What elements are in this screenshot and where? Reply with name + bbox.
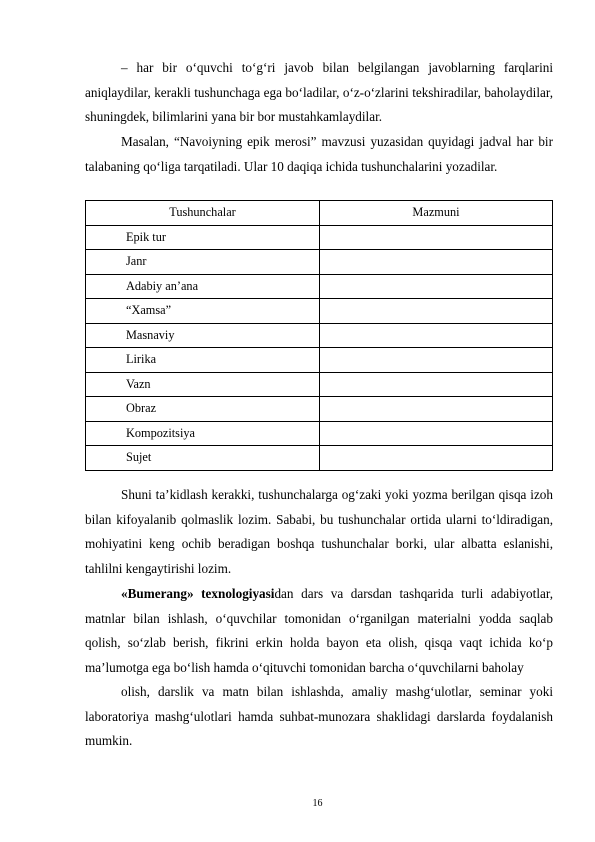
concept-cell: Sujet — [86, 446, 320, 471]
content-cell — [320, 348, 553, 373]
paragraph-bumerang: «Bumerang» texnologiyasidan dars va darsdan tashqarida turli adabiyotlar, matnlar bilan ishlash, o‘quvchilar tomonidan o‘rganilgan materialni yodda saqlab qolish, so‘zlab berish, fikrini erkin holda bayon eta olish, qisqa vaqt ichida ko‘p ma’lumotga ega bo‘lish hamda o‘qituvchi tomonidan barcha o‘quvchilarni baholay — [85, 586, 553, 675]
bumerang-term: «Bumerang» texnologiyasi — [121, 586, 275, 601]
concept-cell: Kompozitsiya — [86, 421, 320, 446]
concept-cell: Adabiy an’ana — [86, 274, 320, 299]
paragraph-usage: olish, darslik va matn bilan ishlashda, amaliy mashg‘ulotlar, seminar yoki laboratoriya mashg‘ulotlari hamda suhbat-munozara shaklidagi darslarda foydalanish mumkin. — [85, 684, 553, 749]
concept-cell: Obraz — [86, 397, 320, 422]
content-cell — [320, 250, 553, 275]
content-cell — [320, 372, 553, 397]
concepts-table — [85, 200, 553, 471]
table-row — [86, 323, 553, 348]
column-header-content: Mazmuni — [320, 201, 553, 226]
concept-cell: “Xamsa” — [86, 299, 320, 324]
table-row — [86, 225, 553, 250]
content-cell — [320, 446, 553, 471]
content-cell — [320, 397, 553, 422]
table-row — [86, 421, 553, 446]
table-row — [86, 299, 553, 324]
concept-cell: Lirika — [86, 348, 320, 373]
paragraph-note: Shuni ta’kidlash kerakki, tushunchalarga og‘zaki yoki yozma berilgan qisqa izoh bilan kifoyalanib qolmaslik lozim. Sababi, bu tushunchalar ortida ularni to‘ldiradigan, mohiyatini keng ochib beradigan boshqa tushunchalar borki, ular albatta eslanishi, tahlilni kengaytirishi lozim. — [85, 487, 553, 576]
content-cell — [320, 225, 553, 250]
content-cell — [320, 323, 553, 348]
table-row — [86, 372, 553, 397]
table-row — [86, 446, 553, 471]
concept-cell: Janr — [86, 250, 320, 275]
concept-cell: Vazn — [86, 372, 320, 397]
table-row — [86, 348, 553, 373]
paragraph-intro-list-item: – har bir o‘quvchi to‘g‘ri javob bilan belgilangan javoblarning farqlarini aniqlaydilar, kerakli tushunchaga ega bo‘ladilar, o‘z-o‘zlarini tekshiradilar, baholaydilar, shuningdek, bilimlarini yana bir bor mustahkamlaydilar. — [85, 60, 553, 125]
column-header-concepts: Tushunchalar — [86, 201, 320, 226]
content-cell — [320, 421, 553, 446]
table-header-row — [86, 201, 553, 226]
content-cell — [320, 274, 553, 299]
table-row — [86, 250, 553, 275]
concept-cell: Epik tur — [86, 225, 320, 250]
page-number: 16 — [312, 798, 323, 809]
table-row — [86, 397, 553, 422]
content-cell — [320, 299, 553, 324]
concept-cell: Masnaviy — [86, 323, 320, 348]
table-row — [86, 274, 553, 299]
paragraph-example: Masalan, “Navoiyning epik merosi” mavzusi yuzasidan quyidagi jadval har bir talabaning qo‘liga tarqatiladi. Ular 10 daqiqa ichida tushunchalarini yozadilar. — [85, 134, 553, 174]
